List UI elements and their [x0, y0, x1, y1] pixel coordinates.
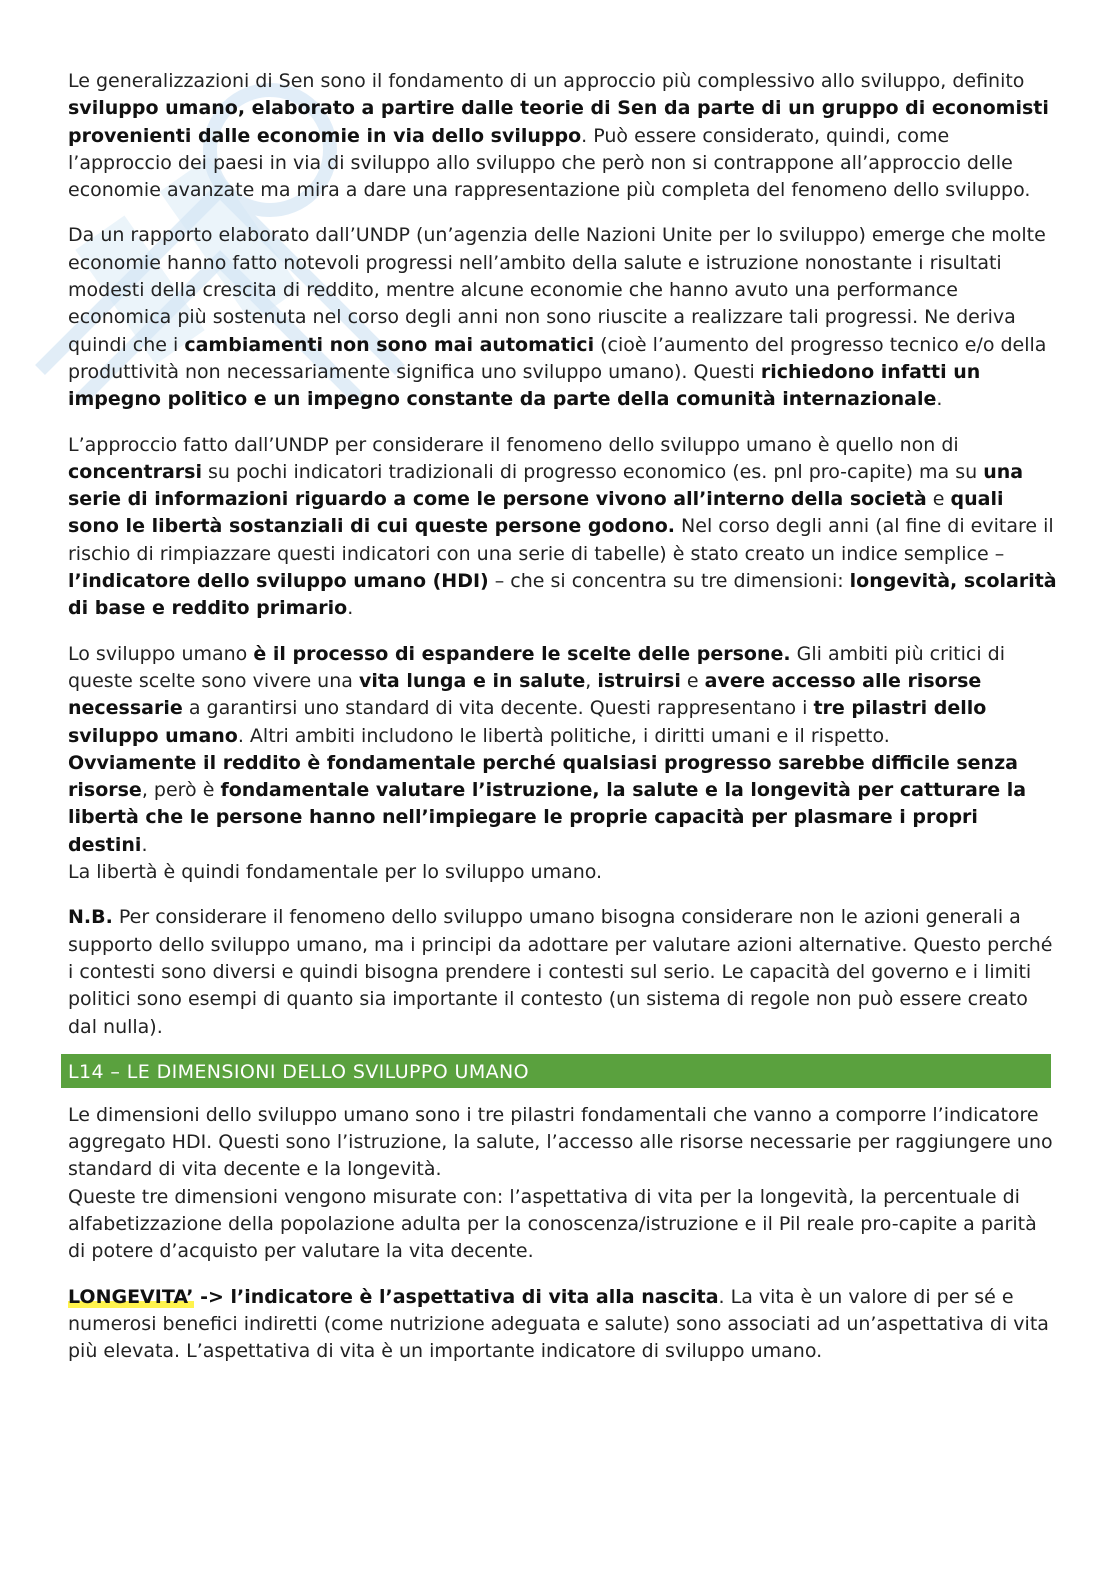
bold-text: concentrarsi	[68, 460, 202, 483]
bold-text: sviluppo umano	[68, 97, 238, 120]
text: Le dimensioni dello sviluppo umano sono i tre pilastri fondamentali che vanno a comporre l’indicatore aggregato HDI. Questi sono l’istruzione, la salute, l’accesso alle risorse necessarie per raggiungere uno standard di vita decente e la longevità.	[68, 1103, 1053, 1181]
bold-text: una serie di informazioni riguardo a come le persone vivono all’interno della società	[68, 460, 1024, 511]
text: – che si concentra su tre dimensioni:	[488, 570, 850, 593]
text: . Può essere considerato, quindi, come l’approccio dei paesi in via di sviluppo allo sviluppo che però non si contrappone all’approccio delle economie avanzate ma mira a dare una rappresentazione più completa del fenomeno dello sviluppo.	[68, 124, 1031, 202]
paragraph-dimensions	[68, 1102, 1058, 1184]
text: . Altri ambiti includono le libertà politiche, i diritti umani e il rispetto.	[237, 724, 890, 747]
bold-text: è il processo di espandere le scelte delle persone.	[253, 642, 791, 665]
bold-text: istruirsi	[597, 669, 681, 692]
paragraph-sen	[68, 68, 1058, 204]
text: e	[680, 669, 705, 692]
bold-text: -> l’indicatore è l’aspettativa di vita alla nascita	[193, 1285, 719, 1308]
text: Queste tre dimensioni vengono misurate con: l’aspettativa di vita per la longevità, la percentuale di alfabetizzazione della popolazione adulta per la conoscenza/istruzione e il Pil reale pro-capite a parità di potere d’acquisto per valutare la vita decente.	[68, 1185, 1037, 1263]
text: Gli ambiti più critici di queste scelte sono vivere una	[68, 642, 1006, 692]
bold-text: richiedono infatti un impegno politico e un impegno constante da parte della comunità internazionale	[68, 360, 981, 411]
bold-text: quali sono le libertà sostanziali di cui queste persone godono.	[68, 488, 1004, 538]
text: (cioè l’aumento del progresso tecnico e/o della produttività non necessariamente significa uno sviluppo umano). Questi	[68, 333, 1047, 383]
text: Da un rapporto elaborato dall’UNDP (un’agenzia delle Nazioni Unite per lo sviluppo) emerge che molte economie hanno fatto notevoli progressi nell’ambito della salute e istruzione nonostante i risultati modesti della crescita di reddito, mentre alcune economie che hanno avuto una performance economica più sostenuta nel corso degli anni non sono riuscite a realizzare tali progressi. Ne deriva quindi che i	[68, 224, 1046, 356]
paragraph-income	[68, 750, 1058, 859]
highlighted-term: LONGEVITA’	[68, 1285, 194, 1308]
paragraph-measurement	[68, 1184, 1058, 1266]
text: Per considerare il fenomeno dello sviluppo umano bisogna considerare non le azioni generali a supporto dello sviluppo umano, ma i principi da adottare per valutare azioni alternative. Questo perché i contesti sono diversi e quindi bisogna prendere i contesti sul serio. Le capacità del governo e i limiti politici sono esempi di quanto sia importante il contesto (un sistema di regole non può essere creato dal nulla).	[68, 906, 1053, 1038]
text: La libertà è quindi fondamentale per lo sviluppo umano.	[68, 861, 603, 884]
bold-text: vita lunga e in salute	[358, 669, 586, 692]
paragraph-undp-approach	[68, 432, 1058, 623]
text: su pochi indicatori tradizionali di progresso economico (es. pnl pro-capite) ma su	[201, 460, 984, 483]
paragraph-freedom	[68, 859, 1058, 886]
text: e	[926, 488, 951, 511]
text: ,	[585, 669, 598, 692]
text: Lo sviluppo umano	[68, 642, 254, 665]
paragraph-nota-bene	[68, 904, 1058, 1040]
paragraph-longevity	[68, 1284, 1058, 1366]
bold-text: avere accesso alle risorse necessarie	[68, 669, 982, 720]
bold-text: , elaborato a partire dalle teorie di Sen da parte di un gruppo di economisti provenienti dalle economie in via dello sviluppo	[68, 97, 1049, 147]
bold-text: l’indicatore dello sviluppo umano (HDI)	[68, 570, 489, 593]
text: Nel corso degli anni (al fine di evitare il rischio di rimpiazzare questi indicatori con una serie di tabelle) è stato creato un indice semplice –	[68, 515, 1054, 565]
text: .	[347, 597, 354, 620]
text: .	[141, 833, 148, 856]
text: , però è	[141, 779, 221, 802]
paragraph-undp-report	[68, 222, 1058, 413]
section-heading: L14 – LE DIMENSIONI DELLO SVILUPPO UMANO	[61, 1054, 1051, 1088]
text: .	[936, 388, 943, 411]
bold-text: cambiamenti non sono mai automatici	[184, 333, 595, 356]
text: . La vita è un valore di per sé e numerosi benefici indiretti (come nutrizione adeguata e salute) sono associati ad un’aspettativa di vita più elevata. L’aspettativa di vita è un importante indicatore di sviluppo umano.	[68, 1285, 1049, 1363]
text: a garantirsi uno standard di vita decente. Questi rappresentano i	[182, 697, 814, 720]
text: Le generalizzazioni di Sen sono il fondamento di un approccio più complessivo allo sviluppo, definito	[68, 70, 1025, 92]
bold-text: longevità, scolarità di base e reddito primario	[68, 570, 1057, 620]
document-page	[68, 68, 1058, 1365]
bold-text: N.B.	[68, 906, 113, 929]
bold-text: fondamentale valutare l’istruzione, la salute e la longevità per catturare la libertà che le persone hanno nell’impiegare le proprie capacità per plasmare i propri destini	[68, 779, 1027, 856]
text: L’approccio fatto dall’UNDP per considerare il fenomeno dello sviluppo umano è quello non di	[68, 433, 959, 456]
bold-text: tre pilastri dello sviluppo umano	[68, 697, 987, 747]
bold-text: Ovviamente il reddito è fondamentale perché qualsiasi progresso sarebbe difficile senza risorse	[68, 751, 1018, 802]
paragraph-human-development	[68, 641, 1058, 750]
